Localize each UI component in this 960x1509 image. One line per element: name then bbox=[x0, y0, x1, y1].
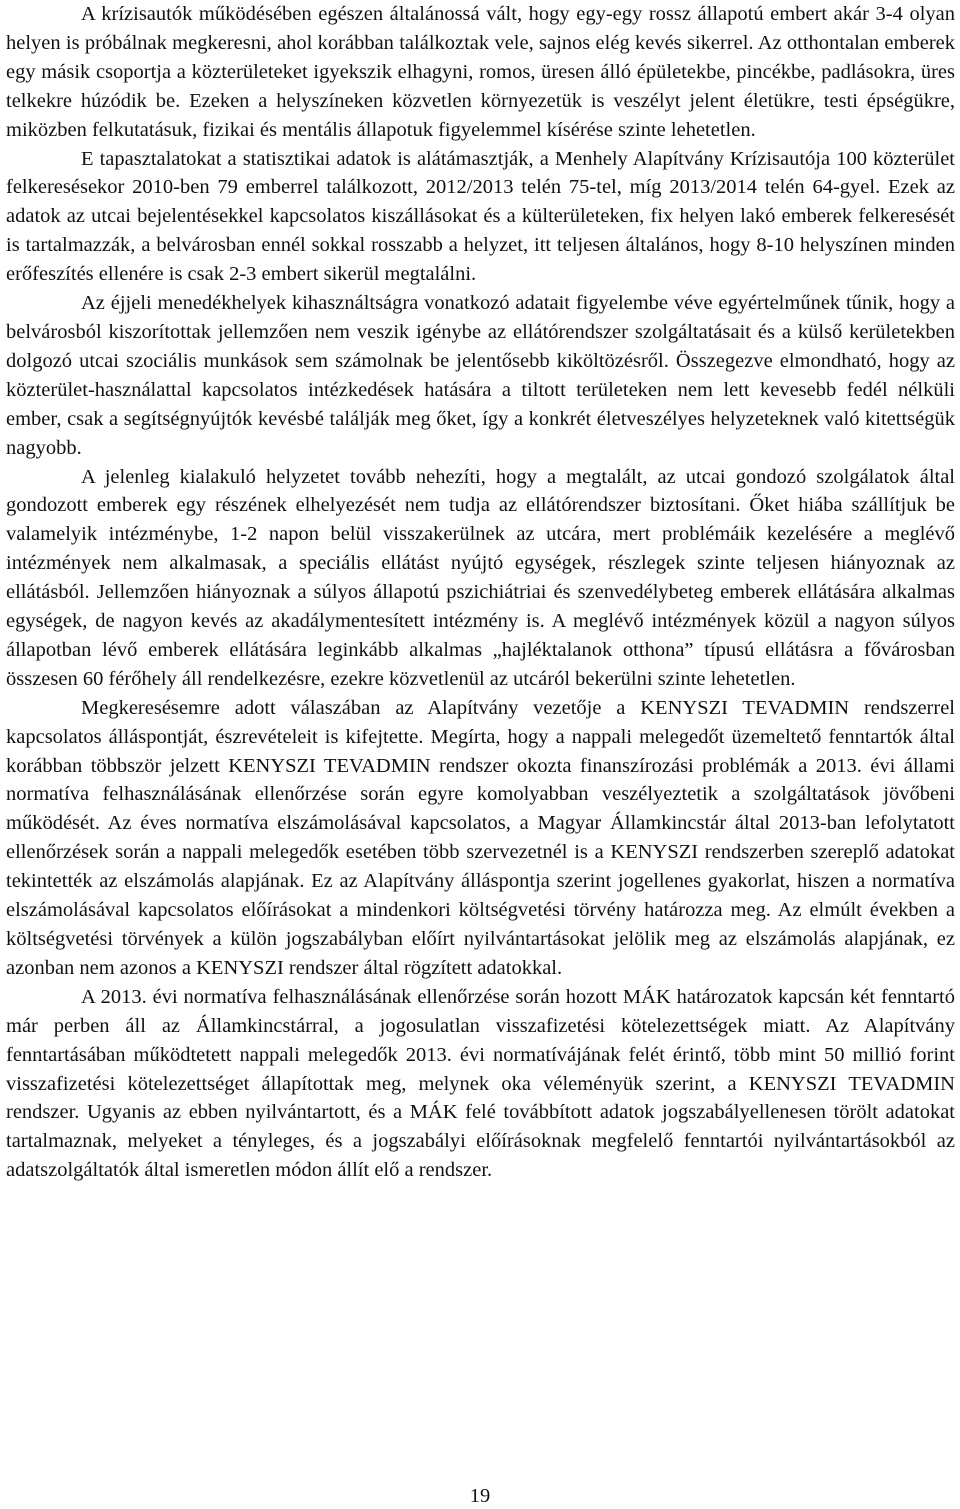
paragraph: E tapasztalatokat a statisztikai adatok is alátámasztják, a Menhely Alapítvány Krízisautója 100 közterület felkeresésekor 2010-ben 79 emberrel találkozott, 2012/2013 telén 75-tel, míg 2013/2014 telén 64-gyel. Ezek az adatok az utcai bejelentésekkel kapcsolatos kiszállásokat és a külterületeken, fix helyen lakó emberek felkeresését is tartalmazzák, a belvárosban ennél sokkal rosszabb a helyzet, itt teljesen általános, hogy 8-10 helyszínen minden erőfeszítés ellenére is csak 2-3 embert sikerül megtalálni. bbox=[6, 147, 955, 286]
paragraph: Az éjjeli menedékhelyek kihasználtságra vonatkozó adatait figyelembe véve egyértelműnek tűnik, hogy a belvárosból kiszorítottak jellemzően nem veszik igénybe az ellátórendszer szolgáltatásait és a külső kerületekben dolgozó utcai szociális munkások sem számolnak be jelentősebb kiköltözésről. Összegezve elmondható, hogy az közterület-használattal kapcsolatos intézkedések hatására a tiltott területeken nem lett kevesebb fedél nélküli ember, csak a segítségnyújtók kevésbé találják meg őket, így a konkrét életveszélyes helyzeteknek való kitettségük nagyobb. bbox=[6, 292, 955, 459]
paragraph: A krízisautók működésében egészen általánossá vált, hogy egy-egy rossz állapotú embert akár 3-4 olyan helyen is próbálnak megkeresni, ahol korábban találkoztak vele, sajnos elég kevés sikerrel. Az otthontalan emberek egy másik csoportja a közterületeket igyekszik elhagyni, romos, üresen álló épületekbe, pincékbe, padlásokra, üres telkekre húzódik be. Ezeken a helyszíneken közvetlen környezetük is veszélyt jelent életükre, testi épségükre, miközben felkutatásuk, fizikai és mentális állapotuk figyelemmel kísérése szinte lehetetlen. bbox=[6, 3, 955, 141]
paragraph: A jelenleg kialakuló helyzetet tovább nehezíti, hogy a megtalált, az utcai gondozó szolgálatok által gondozott emberek egy részének elhelyezését nem tudja az ellátórendszer biztosítani. Őket hiába szállítjuk be valamelyik intézménybe, 1-2 napon belül visszakerülnek az utcára, mert problémáik kezelésére a meglévő intézmények nem alkalmasak, a speciális ellátást nyújtó egységek, részlegek szinte teljesen hiányoznak az ellátásból. Jellemzően hiányoznak a súlyos állapotú pszichiátriai és szenvedélybeteg emberek ellátására alkalmas egységek, de nagyon kevés az akadálymentesített intézmény is. A meglévő intézmények közül a nagyon súlyos állapotban lévő emberek ellátására leginkább alkalmas „hajléktalanok otthona” típusú ellátásra a fővárosban összesen 60 férőhely áll rendelkezésre, ezekre közvetlenül az utcáról bekerülni szinte lehetetlen. bbox=[6, 465, 955, 690]
page-number: 19 bbox=[469, 1485, 491, 1507]
document-body bbox=[6, 0, 955, 1185]
paragraph: A 2013. évi normatíva felhasználásának ellenőrzése során hozott MÁK határozatok kapcsán két fenntartó már perben áll az Államkincstárral, a jogosulatlan visszafizetési kötelezettségek miatt. Az Alapítvány fenntartásában működtetett nappali melegedők 2013. évi normatívájának felét érintő, több mint 50 millió forint visszafizetési kötelezettséget állapítottak meg, melynek oka véleményük szerint, a KENYSZI TEVADMIN rendszer. Ugyanis az ebben nyilvántartott, és a MÁK felé továbbított adatok jogszabályellenesen törölt adatokat tartalmaznak, melyeket a tényleges, és a jogszabályi előírásoknak megfelelő fenntartói nyilvántartásokból az adatszolgáltatók által ismeretlen módon állít elő a rendszer. bbox=[6, 985, 955, 1182]
paragraph: Megkeresésemre adott válaszában az Alapítvány vezetője a KENYSZI TEVADMIN rendszerrel kapcsolatos álláspontját, észrevételeit is kifejtette. Megírta, hogy a nappali melegedőt üzemeltető fenntartók által korábban többször jelzett KENYSZI TEVADMIN rendszer okozta finanszírozási problémák a 2013. évi állami normatíva felhasználásának ellenőrzése során egyre komolyabban veszélyeztetik a szolgáltatások jövőbeni működését. Az éves normatíva elszámolásával kapcsolatos, a Magyar Államkincstár által 2013-ban lefolytatott ellenőrzések során a nappali melegedők esetében több szervezetnél is a KENYSZI rendszerben szereplő adatokat tekintették az elszámolás alapjának. Ez az Alapítvány álláspontja szerint jogellenes gyakorlat, hiszen a normatíva elszámolásával kapcsolatos előírásokat a mindenkori költségvetési törvény határozza meg. Az elmúlt években a költségvetési törvények a külön jogszabályban előírt nyilvántartásokat jelölik meg az elszámolás alapjának, ez azonban nem azonos a KENYSZI rendszer által rögzített adatokkal. bbox=[6, 696, 955, 979]
